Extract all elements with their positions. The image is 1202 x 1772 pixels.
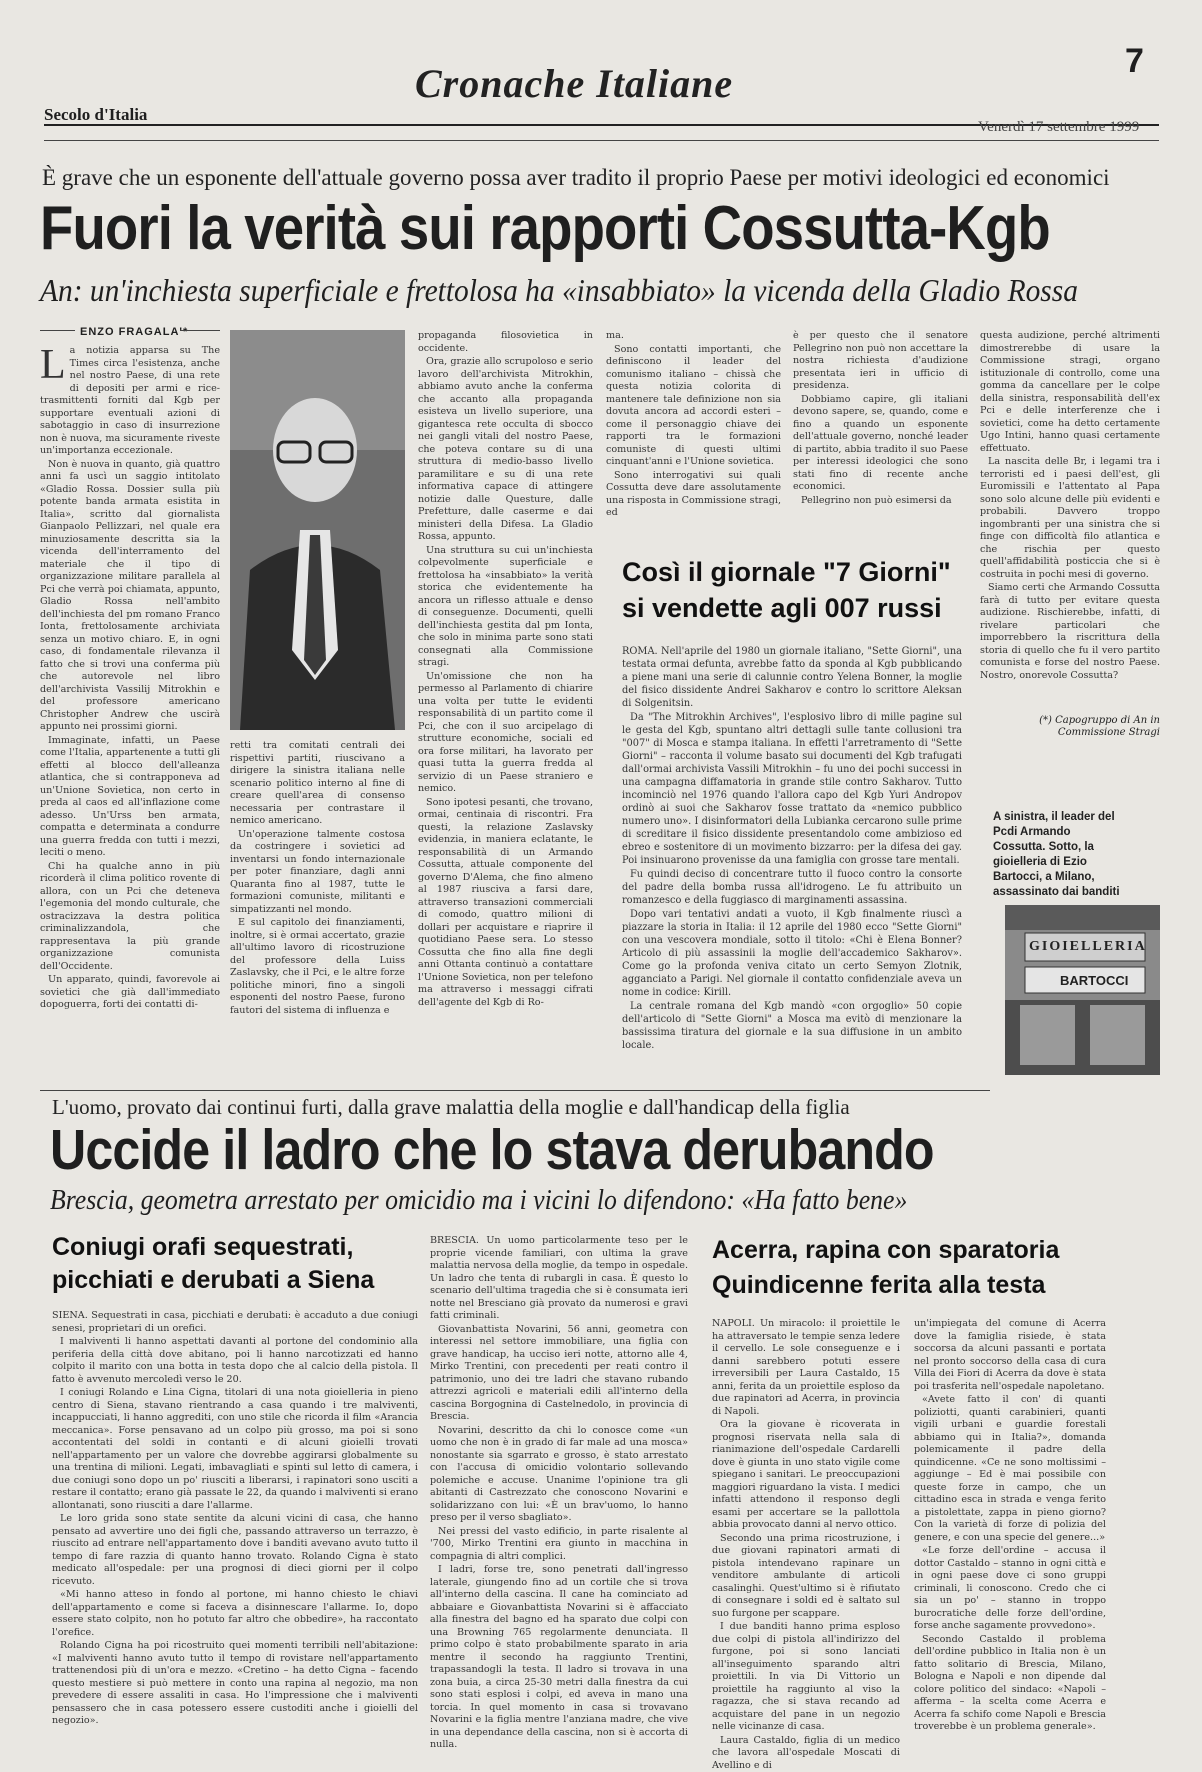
story3-paragraph: Rolando Cigna ha poi ricostruito quei momenti terribili nell'abitazione: «I malviventi hanno avuto tutto il tempo di rovistare nell'appartamento trattenendosi più di un'ora e mezzo. «Cretino – ha detto Cigna – facendo questo mestiere si può mettere in conto una rapina al negozio, ma non prevedere di essere assaliti in casa. Ho l'impressione che i malviventi pensassero che in casa potessero essere custoditi anche i gioielli del negozio». xyxy=(52,1640,418,1728)
lead-column-2 xyxy=(230,740,405,1130)
story4-paragraph: Ora la giovane è ricoverata in prognosi riservata nella sala di rianimazione dell'ospedale Cardarelli dove è giunta in uno stato vigile come spiegano i sanitari. Le preoccupazioni maggiori riguardano la vista. I medici infatti attendono il responso degli esami per accertare se la pallottola abbia provocato danni al nervo ottico. xyxy=(712,1419,900,1532)
story3-headline-line-2: picchiati e derubati a Siena xyxy=(52,1265,374,1296)
lead-paragraph: Un apparato, quindi, favorevole ai sovietici che già dall'immediato dopoguerra, forti dei contatti di- xyxy=(40,974,220,1012)
section-divider xyxy=(40,1090,990,1091)
box-paragraph: Da "The Mitrokhin Archives", l'esplosivo libro di mille pagine sul le gesta del Kgb, spuntano altri dettagli sulle tante collusioni tra "007" di Mosca e stampa italiana. In effetti l'arretramento di "Sette Giorni" – racconta il volume basato sui documenti del Kgb trafugati dall'ormai archivista Vassili Mitrokhin – fu uno dei pochi successi in una campagna diffamatoria in grande stile contro Sakharov. Tutto incominciò nel 1976 quando l'allora capo del Kgb Yuri Andropov ordinò ai suoi che Sakharov fosse trattato da «nemico pubblico numero uno». I disinformatori della Lubianka cercarono sulle prime di screditare il fisico dissidente presentandolo come ambizioso ed ebreo e sostenitore di un movimento bizzarro: per la difesa dei gay. Poi insinuarono provenisse da una famiglia con grosse tare mentali. xyxy=(622,711,962,867)
shop-front-image xyxy=(1005,905,1160,1075)
issue-date: Venerdì 17 settembre 1999 xyxy=(978,119,1139,136)
story2-text xyxy=(430,1235,688,1740)
box-text xyxy=(622,645,962,1055)
lead-paragraph: Sono contatti importanti, che definiscono il leader del comunismo italiano – chissà che questa notizia colorita di mantenere tale definizione non sia dovuta ancora ad accordi esteri – come il personaggio chiave dei rapporti tra le formazioni comuniste di questi ultimi cinquant'anni e l'Unione sovietica. xyxy=(606,344,781,469)
story4-paragraph: Secondo Castaldo il problema dell'ordine pubblico in Italia non è un fatto solitario di Brescia, Milano, Bologna e Napoli e non dipende dal colore politico del sindaco: «Napoli – afferma – la scelta come Acerra e Acerra fa schifo come Napoli e Brescia troverebbe è un problema generale». xyxy=(914,1634,1106,1734)
story4-paragraph: un'impiegata del comune di Acerra dove la famiglia risiede, è stata soccorsa da alcuni passanti e portata nel pronto soccorso della casa di cura Villa dei Fiori di Acerra da dove è stata poi trasferita nell'ospedale napoletano. xyxy=(914,1318,1106,1393)
box-paragraph: Dopo vari tentativi andati a vuoto, il Kgb finalmente riuscì a piazzare la storia in Italia: il 12 aprile del 1980 ecco "Sette Giorni" con una vescovera mondiale, sotto il titolo: «Chi è Elena Bonner? Articolo di più assassinii la moglie dell'accademico Sakharov». Come go la profonda veniva citato un certo Semyon Zlotnik, agganciato a Parigi. Nel giornale il contatto confidenziale aveva un nome in codice: Kirill. xyxy=(622,908,962,999)
lead-paragraph: Sono interrogativi sui quali Cossutta deve dare assolutamente una risposta in Commissione stragi, ed xyxy=(606,470,781,520)
story4-paragraph: «Avete fatto il con' di quanti poliziotti, quanti carabinieri, quanti vigili urbani e guardie forestali abbiamo qui in Italia?», domanda polemicamente il padre della quindicenne. «Ce ne sono moltissimi – aggiunge – Ed è mai possibile con queste forze in campo, che un cittadino esca in strada e venga ferito a pistolettate, zappa in pieno giorno? Con la varietà di forze di polizia del genere, e con una specie del genere...» xyxy=(914,1394,1106,1544)
story3-headline-line-1: Coniugi orafi sequestrati, xyxy=(52,1232,353,1263)
story4-paragraph: «Le forze dell'ordine – accusa il dottor Castaldo – stanno in ogni città e in ogni paese dove ci sono gruppi criminali, li conoscono. Credo che ci sia un po' – stanno in troppo burocratiche delle forze dell'ordine, forse anche sagamente provvedono». xyxy=(914,1545,1106,1633)
lead-paragraph: Siamo certi che Armando Cossutta farà di tutto per evitare questa audizione. Rischierebbe, infatti, di rivelare particolari che imporrebbero la riscrittura della storia di quello che fu il vero partito comunista e forse del nostro Paese. Nostro, onorevole Cossutta? xyxy=(980,582,1160,682)
lead-paragraph: Immaginate, infatti, un Paese come l'Italia, appartenente a tutti gli effetti al blocco dell'alleanza atlantica, che si contrapponeva ad un'Unione Sovietica, non certo in preda al caos ed all'inflazione come adesso. Un'Urss ben armata, compatta e determinata a condurre una guerra fredda con tutti i mezzi, leciti o meno. xyxy=(40,735,220,860)
lead-paragraph: Ora, grazie allo scrupoloso e serio lavoro dell'archivista Mitrokhin, abbiamo avuto anche la conferma che accanto alla propaganda esisteva un livello superiore, una gigantesca rete occulta di sbocco nei gangli vitali del nostro Paese, che poteva contare su di una struttura di medio-basso livello paramilitare e su di una rete informativa capace di attingere notizie dalle Questure, dalle Prefetture, dalle caserme e dai ministeri della Difesa. La Gladio Rossa, appunto. xyxy=(418,356,593,544)
story4-text-right xyxy=(914,1318,1106,1740)
drop-cap: L xyxy=(40,347,66,383)
masthead: Secolo d'Italia xyxy=(44,105,147,125)
story3-paragraph: SIENA. Sequestrati in casa, picchiati e derubati: è accaduto a due coniugi senesi, proprietari di un orefici. xyxy=(52,1310,418,1335)
box-paragraph: ROMA. Nell'aprile del 1980 un giornale italiano, "Sette Giorni", una testata ormai defunta, avrebbe fatto da sponda al Kgb pubblicando a piene mani una serie di calunnie contro Yelena Bonner, la moglie del fisico dissidente Andrei Sakharov e contro lo scrittore Aleksan di Solgenitsin. xyxy=(622,645,962,710)
story3-paragraph: I malviventi li hanno aspettati davanti al portone del condominio alla periferia della città dove abitano, poi li hanno narcotizzati ed hanno colpito il marito con una botta in testa dopo che al calcio della pistola. Il fatto è avvenuto mercoledì verso le 20. xyxy=(52,1336,418,1386)
story4-paragraph: NAPOLI. Un miracolo: il proiettile le ha attraversato le tempie senza ledere il cervello. Le sole conseguenze e i danni sarebbero potuti essere irreversibili per Laura Castaldo, 15 anni, ferita da un proiettile esploso da due rapinatori ad Acerra, in provincia di Napoli. xyxy=(712,1318,900,1418)
byline-rule-right xyxy=(180,330,220,331)
shop-sign-bartocci: BARTOCCI xyxy=(1060,973,1128,988)
story4-headline-line-2: Quindicenne ferita alla testa xyxy=(712,1270,1045,1301)
lead-headline: Fuori la verità sui rapporti Cossutta-Kgb xyxy=(40,198,1050,260)
story3-paragraph: I coniugi Rolando e Lina Cigna, titolari di una nota gioielleria in pieno centro di Siena, stavano rientrando a casa quando i tre malviventi, incappucciati, li hanno aggrediti, con uno stile che ricorda il film «Arancia meccanica». Forse pensavano ad un colpo più grosso, ma poi si sono accontentati del soldi in contanti e di alcuni gioielli trovati nell'appartamento per un valore che dovrebbe aggirarsi globalmente su una trentina di milioni. Legati, imbavagliati e spinti sul letto di camera, i due coniugi sono dopo un po' riusciti a liberarsi, i rapinatori sono usciti a restare il contatto; erano già passate le 22, da quando i malviventi si erano allontanati, sono riusciti a dare l'allarme. xyxy=(52,1387,418,1512)
page-number: 7 xyxy=(1125,42,1144,81)
lead-paragraph: questa audizione, perché altrimenti dimostrerebbe di usare la Commissione stragi, organo istituzionale di controllo, come una gomma da cancellare per le colpe della sinistra, responsabilità dell'ex Pci e delle interferenze che i sovietici, come ha detto certamente Ugo Intini, hanno quasi certamente effettuato. xyxy=(980,330,1160,455)
lead-paragraph: Dobbiamo capire, gli italiani devono sapere, se, quando, come e fino a quando un esponente dell'attuale governo, nonché leader di partito, abbia tradito il suo Paese per interessi ideologici che sono stati fino di recente anche economici. xyxy=(793,394,968,494)
author-signature: (*) Capogruppo di An in Commissione Stragi xyxy=(1020,715,1160,739)
lead-paragraph: retti tra comitati centrali dei rispettivi partiti, riuscivano a dirigere la sinistra italiana nelle scenario politico interno al fine di creare quell'area di consenso necessaria per contrastare il nemico americano. xyxy=(230,740,405,828)
story2-paragraph: Giovanbattista Novarini, 56 anni, geometra con interessi nel settore immobiliare, una figlia con grave handicap, ha ucciso ieri notte, attorno alle 4, Mirko Trentini, con precedenti per reati contro il patrimonio, uno dei tre ladri che stavano rubando attrezzi agricoli e materiali edili all'interno della cascina Borgognina di Castelnedolo, in provincia di Brescia. xyxy=(430,1324,688,1424)
section-title: Cronache Italiane xyxy=(415,60,733,107)
lead-paragraph: Non è nuova in quanto, già quattro anni fa uscì un saggio intitolato «Gladio Rossa. Dossier sulla più potente banda armata esistita in Italia», scritto dal giornalista Gianpaolo Pellizzari, nel quale era minuziosamente descritta sia la vicenda dell'interramento del materiale che il tipo di organizzazione militare parallela al Pci che verrà poi chiamata, appunto, Gladio Rossa nell'ambito dell'inchiesta del pm romano Franco Ionta, frettolosamente archiviata senza un motivo chiaro. E, in ogni caso, di fondamentale rilevanza il fatto che si trovi una conferma più che autorevole nel libro dell'archivista Vassilij Mitrokhin e del professore americano Christopher Andrew che uscirà appunto nei prossimi giorni. xyxy=(40,459,220,734)
story2-paragraph: BRESCIA. Un uomo particolarmente teso per le proprie vicende familiari, con ultima la grave malattia nervosa della moglie, da tempo in ospedale. Un ladro che tenta di rubargli in casa. È questo lo scenario dell'ultima tragedia che si è consumata ieri notte nel Bresciano già provato da numerosi e gravi fatti criminali. xyxy=(430,1235,688,1323)
lead-paragraph: Un'omissione che non ha permesso al Parlamento di chiarire una volta per tutte le evidenti responsabilità di un partito come il Pci, che con il suo arcipelago di strutture economiche, sociali ed ora forse militari, ha lavorato per quasi tutta la guerra fredda al servizio di un Paese straniero e nemico. xyxy=(418,671,593,796)
story2-headline: Uccide il ladro che lo stava derubando xyxy=(50,1122,934,1179)
lead-paragraph: ma. xyxy=(606,330,781,343)
lead-subhead: An: un'inchiesta superficiale e frettolosa ha «insabbiato» la vicenda della Gladio Rossa xyxy=(40,272,1078,309)
lead-paragraph: Un'operazione talmente costosa da costringere i sovietici ad inventarsi un fondo internazionale per poter finanziare, dagli anni Quaranta fino al 1987, tutte le formazioni comuniste, militanti e simpatizzanti nel mondo. xyxy=(230,829,405,917)
shop-sign-gioielleria: GIOIELLERIA xyxy=(1029,939,1147,955)
lead-column-3 xyxy=(418,330,593,1130)
lead-paragraph: a notizia apparsa su The Times circa l'esistenza, anche nel nostro Paese, di una rete di depositi per armi e rice-trasmittenti forniti dal Kgb per supportare eventuali azioni di sabotaggio in caso di insurrezione non è nuova, ma sicuramente riveste un'importanza eccezionale. xyxy=(40,345,220,458)
jewelry-shop-photo xyxy=(1005,905,1160,1075)
lead-paragraph: La nascita delle Br, i legami tra i terroristi ed i paesi dell'est, gli Euromissili e l'attentato al Papa sono solo alcune delle più evidenti e probabili. Davvero troppo ingombranti per una sinistra che si finge con difficoltà filo atlantica e che rischia per questo quell'affidabilità posticcia che si è costruita in pochi mesi di governo. xyxy=(980,456,1160,581)
header-rule-2 xyxy=(44,140,1159,141)
story4-paragraph: Secondo una prima ricostruzione, i due giovani rapinatori armati di pistola intendevano rapinare un venditore ambulante di articoli casalinghi. Quest'ultimo si è rifiutato di consegnare i soldi ed è saltato sul suo furgone per scappare. xyxy=(712,1533,900,1621)
story4-paragraph: Laura Castaldo, figlia di un medico che lavora all'ospedale Moscati di Avellino e di xyxy=(712,1735,900,1772)
box-headline-line-2: si vendette agli 007 russi xyxy=(622,591,942,625)
lead-column-5 xyxy=(793,330,968,545)
story2-paragraph: Novarini, descritto da chi lo conosce come «un uomo che non è in grado di far male ad una mosca» nonostante sia sgarrato e grosso, è stato arrestato con l'accusa di omicidio volontario sollevando polemiche e accuse. Unanime l'opinione tra gli abitanti di Castrezzato che conoscono Novarini e solidarizzano con lui: «È un brav'uomo, lo hanno preso per il verso sbagliato». xyxy=(430,1425,688,1525)
box-paragraph: La centrale romana del Kgb mandò «con orgoglio» 50 copie dell'articolo di "Sette Giorni" a Mosca ma evitò di menzionare la bassissima tiratura del giornale e la sua diffusione in un ambito locale. xyxy=(622,1000,962,1052)
cossutta-portrait-image xyxy=(230,330,405,730)
story3-paragraph: «Mi hanno atteso in fondo al portone, mi hanno chiesto le chiavi dell'appartamento e come si faceva a disinnescare l'allarme. Io, dopo essere stato colpito, non ho potuto far altro che obbedire», ha raccontato l'orefice. xyxy=(52,1589,418,1639)
story4-text-left xyxy=(712,1318,900,1740)
story2-subhead: Brescia, geometra arrestato per omicidio ma i vicini lo difendono: «Ha fatto bene» xyxy=(50,1185,907,1217)
lead-paragraph: è per questo che il senatore Pellegrino non può non accettare la nostra richiesta d'audizione presentata ieri in ufficio di presidenza. xyxy=(793,330,968,393)
lead-paragraph: E sul capitolo dei finanziamenti, inoltre, si è ormai accertato, grazie all'ultimo lavoro di ricostruzione del professore della Luiss Zaslavsky, che il Pci, e le altre forze politiche minori, fino a singoli esponenti del nostro Paese, furono fautori del sistema di influenza e xyxy=(230,917,405,1017)
story4-paragraph: I due banditi hanno prima esploso due colpi di pistola all'indirizzo del furgone, poi si sono lanciati all'inseguimento sparando altri proiettili. In via Di Vittorio un proiettile ha raggiunto al viso la ragazza, che si stava recando ad acquistare del pane in un negozio nelle vicinanze di casa. xyxy=(712,1621,900,1734)
box-headline-line-1: Così il giornale "7 Giorni" xyxy=(622,555,951,589)
lead-paragraph: Una struttura su cui un'inchiesta colpevolmente superficiale e frettolosa ha «insabbiato» la verità storica che evidentemente ha ancora un riflesso attuale e denso di conseguenze. Documenti, quelli dell'inchiesta gestita dal pm Ionta, che solo in minima parte sono stati consegnati alla Commissione stragi. xyxy=(418,545,593,670)
story3-text xyxy=(52,1310,418,1740)
lead-paragraph: Chi ha qualche anno in più ricorderà il clima politico rovente di allora, con un Pci che deteneva l'egemonia del mondo culturale, che ostracizzava la destra politica criminalizzandola, che rappresentava la più grande organizzazione comunista dell'Occidente. xyxy=(40,861,220,974)
lead-column-6 xyxy=(980,330,1160,710)
story4-headline-line-1: Acerra, rapina con sparatoria xyxy=(712,1235,1059,1266)
lead-column-4 xyxy=(606,330,781,545)
byline-rule xyxy=(40,330,75,331)
lead-byline: ENZO FRAGALA'* xyxy=(80,326,188,338)
lead-paragraph: propaganda filosovietica in occidente. xyxy=(418,330,593,355)
cossutta-photo xyxy=(230,330,405,730)
lead-paragraph: Sono ipotesi pesanti, che trovano, ormai, centinaia di riscontri. Fra questi, la relazione Zaslavsky evidenzia, in maniera eclatante, le responsabilità di un Armando Cossutta, attuale componente del governo D'Alema, che fino almeno al 1987 riusciva a farsi dare, attraverso transazioni commerciali di comodo, quattro milioni di dollari per acquistare e riaprire il quotidiano Paese sera. Lo stesso Cossutta che fino alla fine degli anni Ottanta continuò a contattare l'Unione Sovietica, non per telefono ma attraverso i messaggi cifrati dell'agente del Kgb di Ro- xyxy=(418,797,593,1010)
story2-paragraph: I ladri, forse tre, sono penetrati dall'ingresso laterale, giungendo fino ad un cortile che si trova all'interno della cascina. Il cane ha cominciato ad abbaiare e Giovanbattista Novarini si è affacciato alla finestra del bagno ed ha sparato due colpi con una Browning 765 regolarmente denunciata. Il primo colpo è stato probabilmente sparato in aria mentre il secondo ha raggiunto Trentini, trapassandogli la testa. Il ladro si trovava in una zona buia, a circa 25-30 metri dalla finestra da cui sono stati esplosi i colpi, ed aveva in mano una torcia. In quel momento in casa si trovavano Novarini e la figlia mentre l'anziana madre, che vive in una dependance della cascina, non si è accorta di nulla. xyxy=(430,1564,688,1752)
story2-kicker: L'uomo, provato dai continui furti, dalla grave malattia della moglie e dall'handicap della figlia xyxy=(52,1095,850,1120)
lead-kicker: È grave che un esponente dell'attuale governo possa aver tradito il proprio Paese per motivi ideologici ed economici xyxy=(42,165,1110,191)
photo-caption: A sinistra, il leader del Pcdi Armando Cossutta. Sotto, la gioielleria di Ezio Bartocci, a Milano, assassinato dai banditi xyxy=(993,810,1121,900)
lead-paragraph: Pellegrino non può esimersi da xyxy=(793,495,968,508)
story2-paragraph: Nei pressi del vasto edificio, in parte risalente al '700, Mirko Trentini era giunto in macchina in compagnia di altri complici. xyxy=(430,1526,688,1564)
box-paragraph: Fu quindi deciso di concentrare tutto il fuoco contro la consorte del padre della bomba russa all'idrogeno. Le fu attribuito un romanzesco e della fuggiasco di marginamenti assassina. xyxy=(622,868,962,907)
story3-paragraph: Le loro grida sono state sentite da alcuni vicini di casa, che hanno pensato ad avvertire uno dei figli che, passando attraverso un terrazzo, è riuscito ad entrare nell'appartamento dove i banditi avevano avuto tutto il tempo di fare razzia di quanto hanno trovato. Rolando Cigna è stato medicato all'ospedale: per una prognosi di dieci giorni per il colpo ricevuto. xyxy=(52,1513,418,1588)
